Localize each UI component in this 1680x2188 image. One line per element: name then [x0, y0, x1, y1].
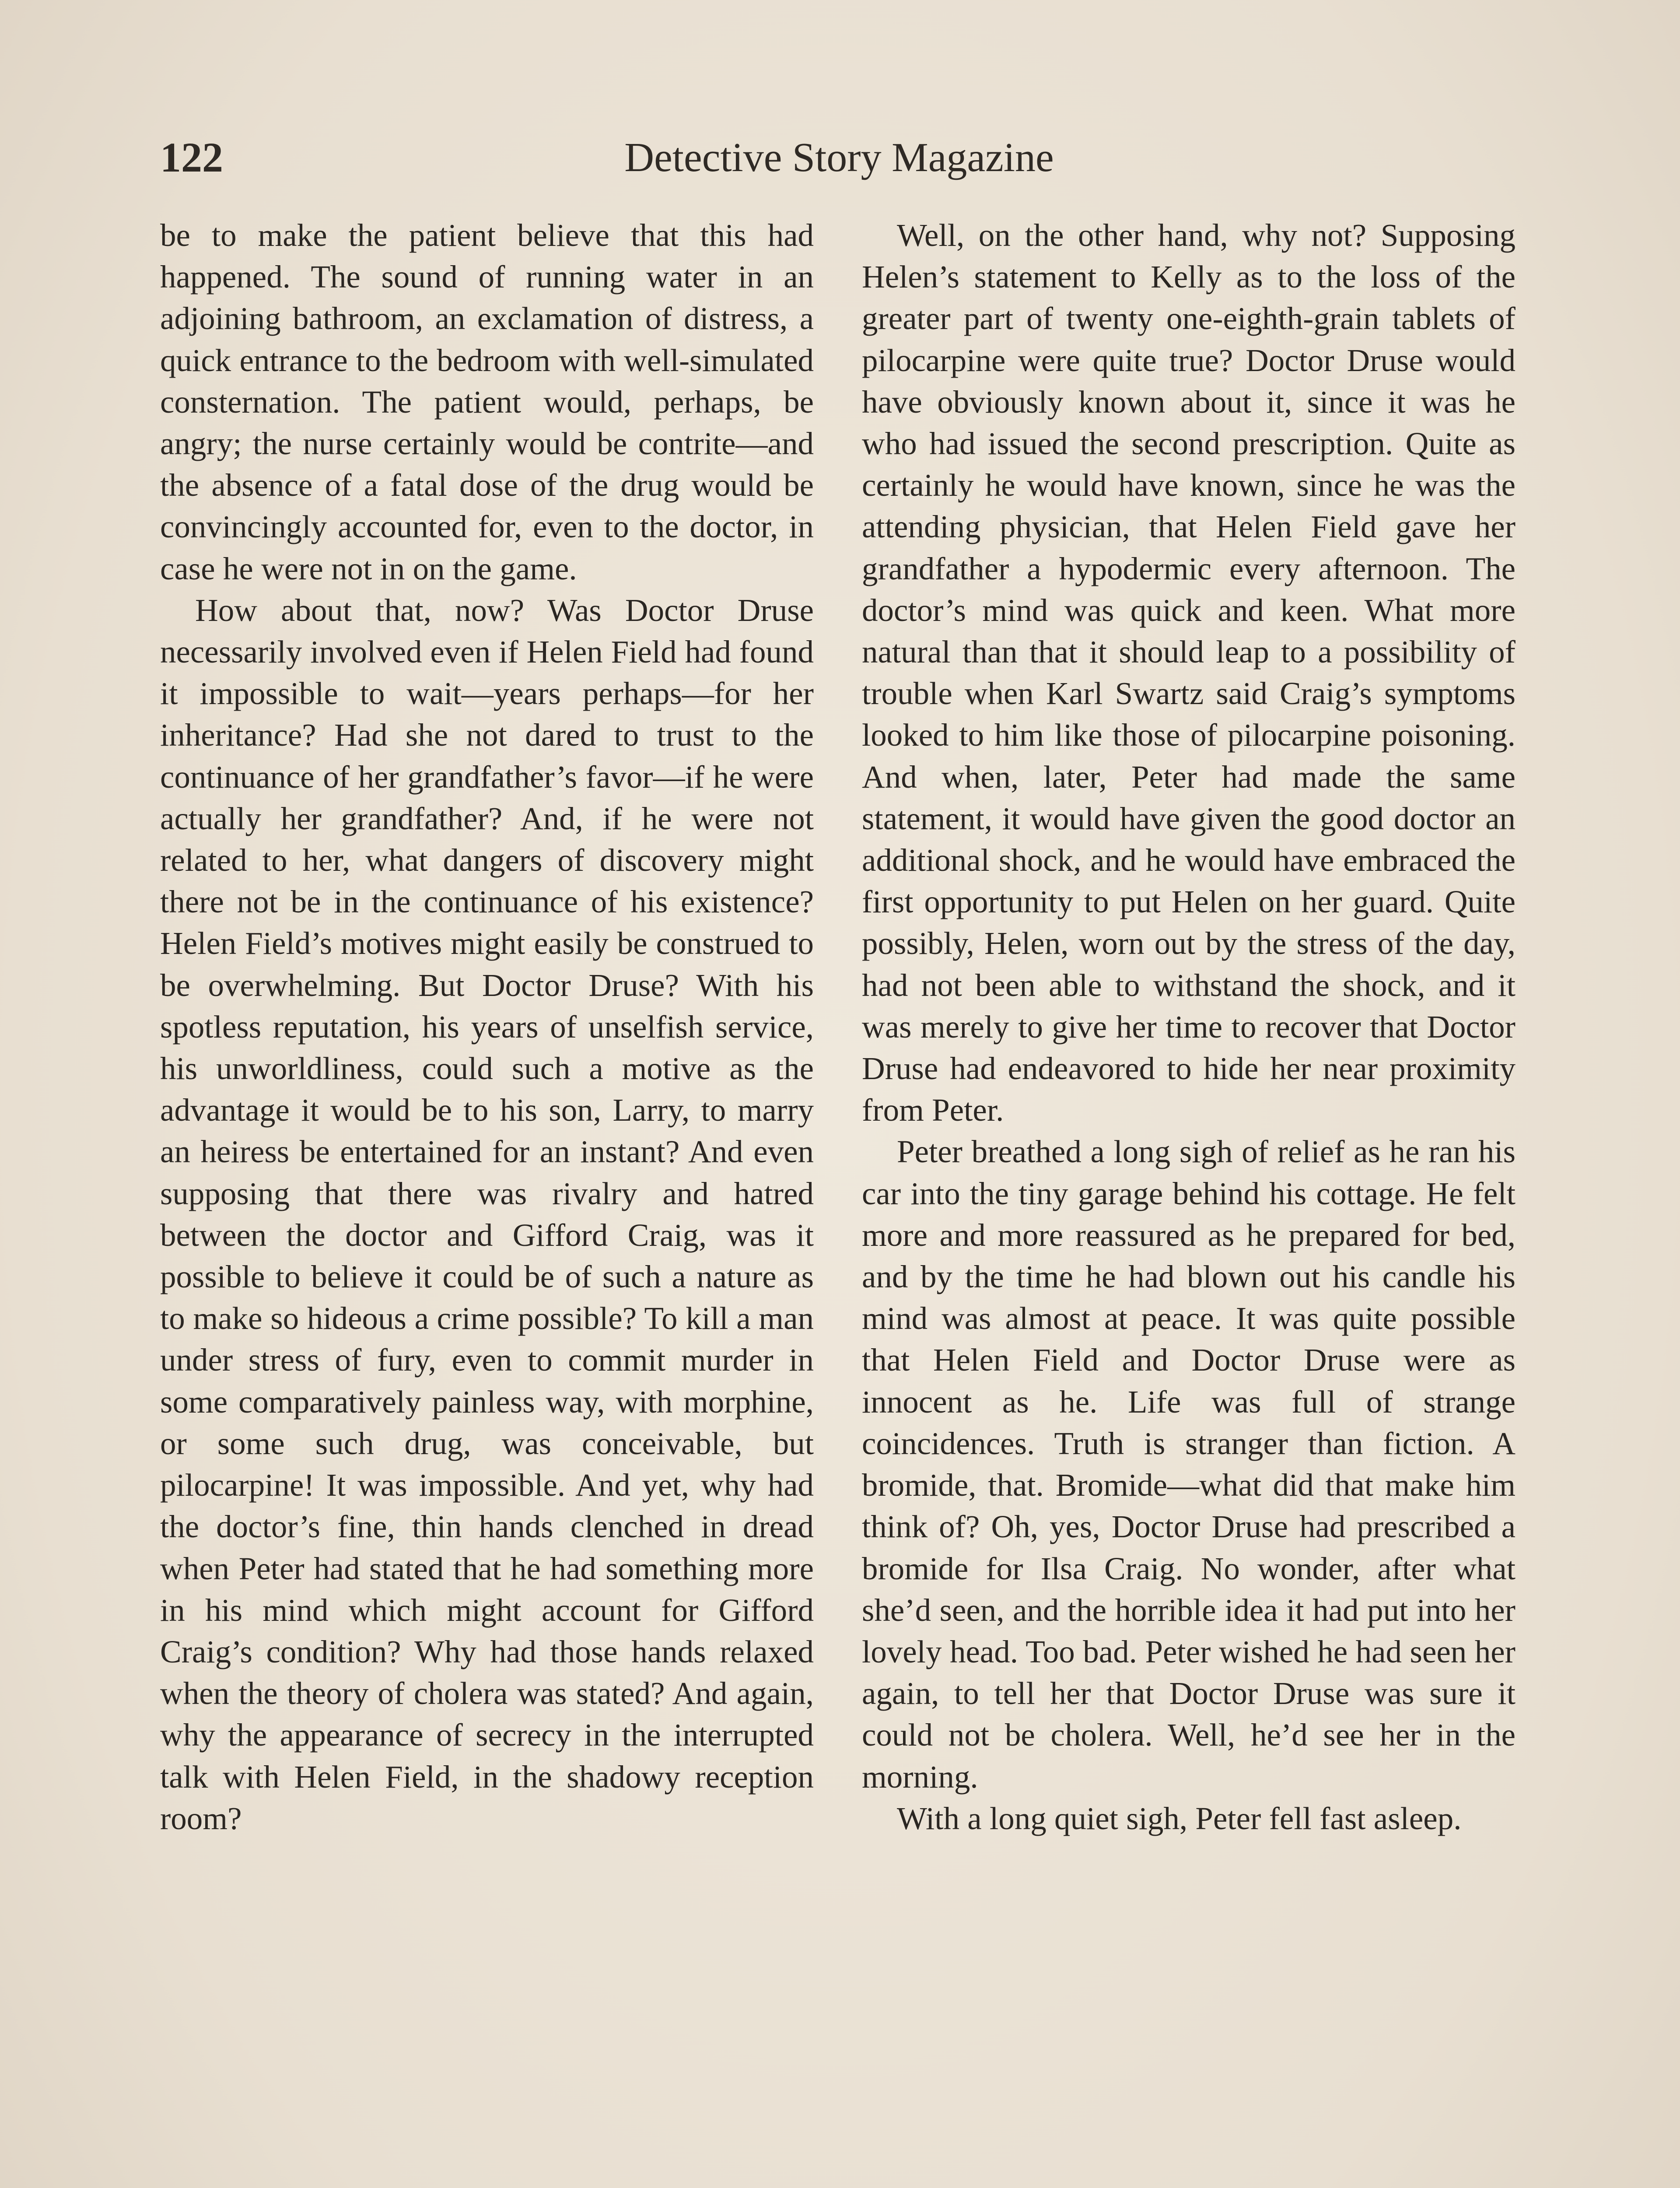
paragraph: be to make the patient believe that this had happened. The sound of running water in an adjoining bathroom, an exclamation of distress, a quick entrance to the bedroom with well-simulated consternation. The patient would, perhaps, be angry; the nurse certainly would be contrite—and the absence of a fatal dose of the drug would be convincingly accounted for, even to the doctor, in case he were not in on the game.: [160, 217, 814, 586]
page-number: 122: [160, 134, 223, 181]
paragraph: How about that, now? Was Doctor Druse necessarily involved even if Helen Field had found it impossible to wait—years perhaps—for her inheritance? Had she not dared to trust to the continuance of her grandfather’s favor—if he were actually her grandfather? And, if he were not related to her, what dangers of discovery might there not be in the continuance of his existence? Helen Field’s motives might easily be construed to be overwhelming. But Doctor Druse? With his spotless reputation, his years of unselfish service, his unworldliness, could such a motive as the advantage it would be to his son, Larry, to marry an heiress be entertained for an instant? And even supposing that there was rivalry and hatred between the doctor and Gifford Craig, was it possible to believe it could be of such a nature as to make so hideous a crime possible? To kill a man under stress of fury, even to commit murder in some comparatively painless way, with morphine, or some such drug, was conceivable, but pilocarpine! It was impossible. And yet, why had the doctor’s fine, thin hands clenched in dread when Peter had stated that he had something more in his mind which might account for Gifford Craig’s condition? Why had those hands relaxed when the theory of cholera was stated? And again, why the appearance of secrecy in the interrupted talk with Helen Field, in the shadowy reception room?: [160, 592, 814, 1836]
left-column: [160, 214, 814, 1839]
running-head: Detective Story Magazine: [624, 135, 1054, 180]
page-header: [160, 127, 1518, 188]
paragraph: Peter breathed a long sigh of relief as he ran his car into the tiny garage behind his cottage. He felt more and more reassured as he prepared for bed, and by the time he had blown out his candle his mind was almost at peace. It was quite possible that Helen Field and Doctor Druse were as innocent as he. Life was full of strange coincidences. Truth is stranger than fiction. A bromide, that. Bromide—what did that make him think of? Oh, yes, Doctor Druse had prescribed a bromide for Ilsa Craig. No wonder, after what she’d seen, and the horrible idea it had put into her lovely head. Too bad. Peter wished he had seen her again, to tell her that Doctor Druse was sure it could not be cholera. Well, he’d see her in the morning.: [862, 1134, 1516, 1795]
paragraph: With a long quiet sigh, Peter fell fast asleep.: [897, 1800, 1462, 1836]
right-column: [862, 214, 1516, 1839]
paragraph: Well, on the other hand, why not? Supposing Helen’s statement to Kelly as to the loss of the greater part of twenty one-eighth-grain tablets of pilocarpine were quite true? Doctor Druse would have obviously known about it, since it was he who had issued the second prescription. Quite as certainly he would have known, since he was the attending physician, that Helen Field gave her grandfather a hypodermic every afternoon. The doctor’s mind was quick and keen. What more natural than that it should leap to a possibility of trouble when Karl Swartz said Craig’s symptoms looked to him like those of pilocarpine poisoning. And when, later, Peter had made the same statement, it would have given the good doctor an additional shock, and he would have embraced the first opportunity to put Helen on her guard. Quite possibly, Helen, worn out by the stress of the day, had not been able to withstand the shock, and it was merely to give her time to recover that Doctor Druse had endeavored to hide her near proximity from Peter.: [862, 217, 1516, 1128]
